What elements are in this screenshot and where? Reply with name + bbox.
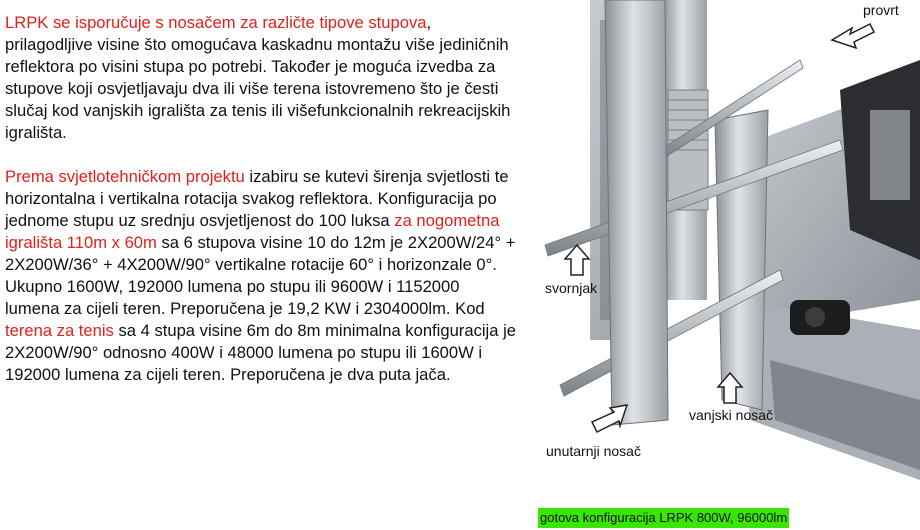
arrow-unutarnji xyxy=(592,405,627,432)
label-unutarnji-nosac: unutarnji nosač xyxy=(546,443,641,459)
project-highlight: Prema svjetlotehničkom projektu xyxy=(5,167,245,186)
mount-body: , prilagodljive visine što omogućava kaskadnu montažu više jediničnih reflektora po visini stupa po potrebi. Također je moguća izvedba za stupove koji osvjetljavaju dva ili više terena istovremeno što je česti slučaj kod vanjskih igrališta za tenis ili višefunkcionalnih rekreacijskih igrališta. xyxy=(5,13,511,142)
photo-caption: gotova konfiguracija LRPK 800W, 96000lm xyxy=(538,508,789,528)
config-body-3: sa 4 stupa visine 6m do 8m minimalna konfiguracija je 2X200W/90° odnosno 400W i 48000 lumena po stupu ili 1600W i 192000 lumena za cijeli teren. Preporučena je dva puta jača. xyxy=(5,321,516,384)
cable-connector xyxy=(790,300,850,335)
label-provrt: provrt xyxy=(863,2,899,18)
arrow-svornjak xyxy=(565,245,589,275)
outer-bracket xyxy=(715,110,768,410)
mount-highlight: LRPK se isporučuje s nosačem za različte tipove stupova xyxy=(5,13,427,32)
label-svornjak: svornjak xyxy=(545,280,598,296)
description-text xyxy=(5,12,517,408)
label-vanjski-nosac: vanjski nosač xyxy=(689,407,774,423)
inner-bracket xyxy=(605,0,668,425)
football-highlight: za nogometna igrališta 110m x 60m xyxy=(5,211,500,252)
paragraph-configuration xyxy=(5,166,517,386)
config-body-1: izabiru se kutevi širenja svjetlosti te horizontalna i vertikalna rotacija svakog reflektora. Konfiguracija po jednome stupu uz srednju osvjetljenost do 100 luksa xyxy=(5,167,509,230)
paragraph-mount xyxy=(5,12,517,144)
tennis-highlight: terena za tenis xyxy=(5,321,114,340)
arrow-provrt xyxy=(832,24,874,48)
config-body-2: sa 6 stupova visine 10 do 12m je 2X200W/24° + 2X200W/36° + 4X200W/90° vertikalne rotacije 60° i horizonzale 0°. Ukupno 1600W, 192000 lumena po stupu ili 9600W i 1152000 lumena za cijeli teren. Preporučena je 19,2 KW i 2304000lm. Kod xyxy=(5,233,516,318)
lamp-highlight xyxy=(870,110,910,200)
